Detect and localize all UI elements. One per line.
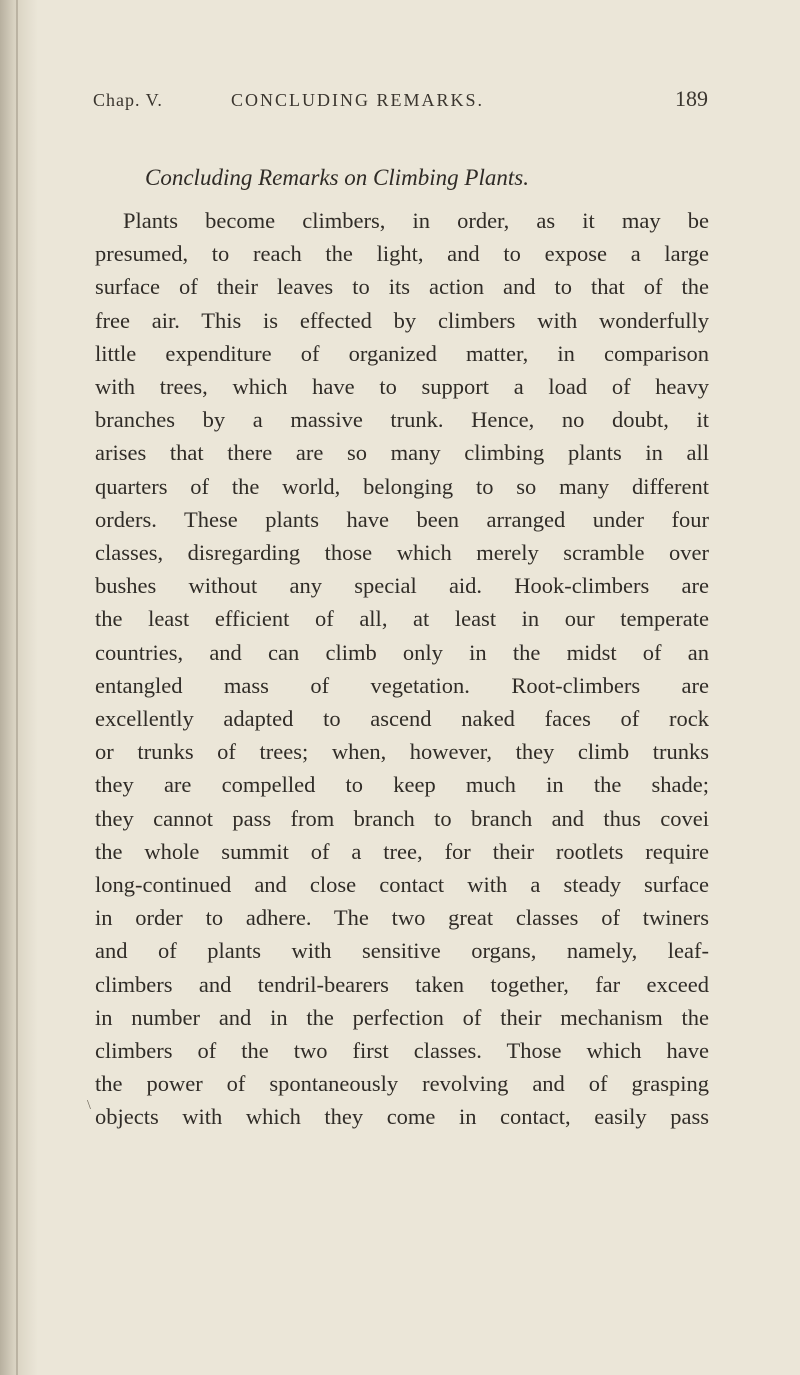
section-title: Concluding Remarks on Climbing Plants. [145,165,529,190]
page-number: 189 [675,86,708,111]
running-head [93,86,708,120]
text-line: branches by a massive trunk. Hence, no doubt, it [95,407,709,433]
text-line: little expenditure of organized matter, in comparison [95,340,709,366]
text-line: in number and in the perfection of their mechanism the [95,1004,709,1030]
text-line: classes, disregarding those which merely scramble over [95,540,709,566]
body-paragraph [95,204,709,1134]
text-line: objects with which they come in contact, easily pass [95,1104,709,1130]
text-line: climbers and tendril-bearers taken together, far exceed [95,971,709,997]
running-title: CONCLUDING REMARKS. [231,90,485,110]
text-line: excellently adapted to ascend naked faces of rock [95,706,709,732]
text-line: the power of spontaneously revolving and of grasping [95,1071,709,1097]
text-line: the whole summit of a tree, for their rootlets require [95,838,709,864]
text-line: or trunks of trees; when, however, they climb trunks [95,739,709,765]
binding-gutter [16,0,18,1375]
text-line: entangled mass of vegetation. Root-climbers are [95,672,709,698]
text-line: the least efficient of all, at least in our temperate [95,606,709,632]
text-line: climbers of the two first classes. Those which have [95,1038,709,1064]
text-line: quarters of the world, belonging to so many different [95,473,709,499]
text-line: arises that there are so many climbing plants in all [95,440,709,466]
text-line: in order to adhere. The two great classes of twiners [95,905,709,931]
chapter-label: Chap. V. [93,90,163,110]
text-line: surface of their leaves to its action and to that of the [95,274,709,300]
text-line: and of plants with sensitive organs, namely, leaf- [95,938,709,964]
text-line: long-continued and close contact with a steady surface [95,872,709,898]
text-line: presumed, to reach the light, and to expose a large [95,241,709,267]
text-line: orders. These plants have been arranged under four [95,506,709,532]
stray-print-mark: \ [87,1098,91,1113]
text-line: they are compelled to keep much in the shade; [95,772,709,798]
text-line: with trees, which have to support a load of heavy [95,374,709,400]
text-line: bushes without any special aid. Hook-climbers are [95,573,709,599]
text-line: countries, and can climb only in the midst of an [95,639,709,665]
text-line: they cannot pass from branch to branch and thus covei [95,805,709,831]
text-line: Plants become climbers, in order, as it may be [123,208,709,233]
text-line: free air. This is effected by climbers with wonderfully [95,307,709,333]
